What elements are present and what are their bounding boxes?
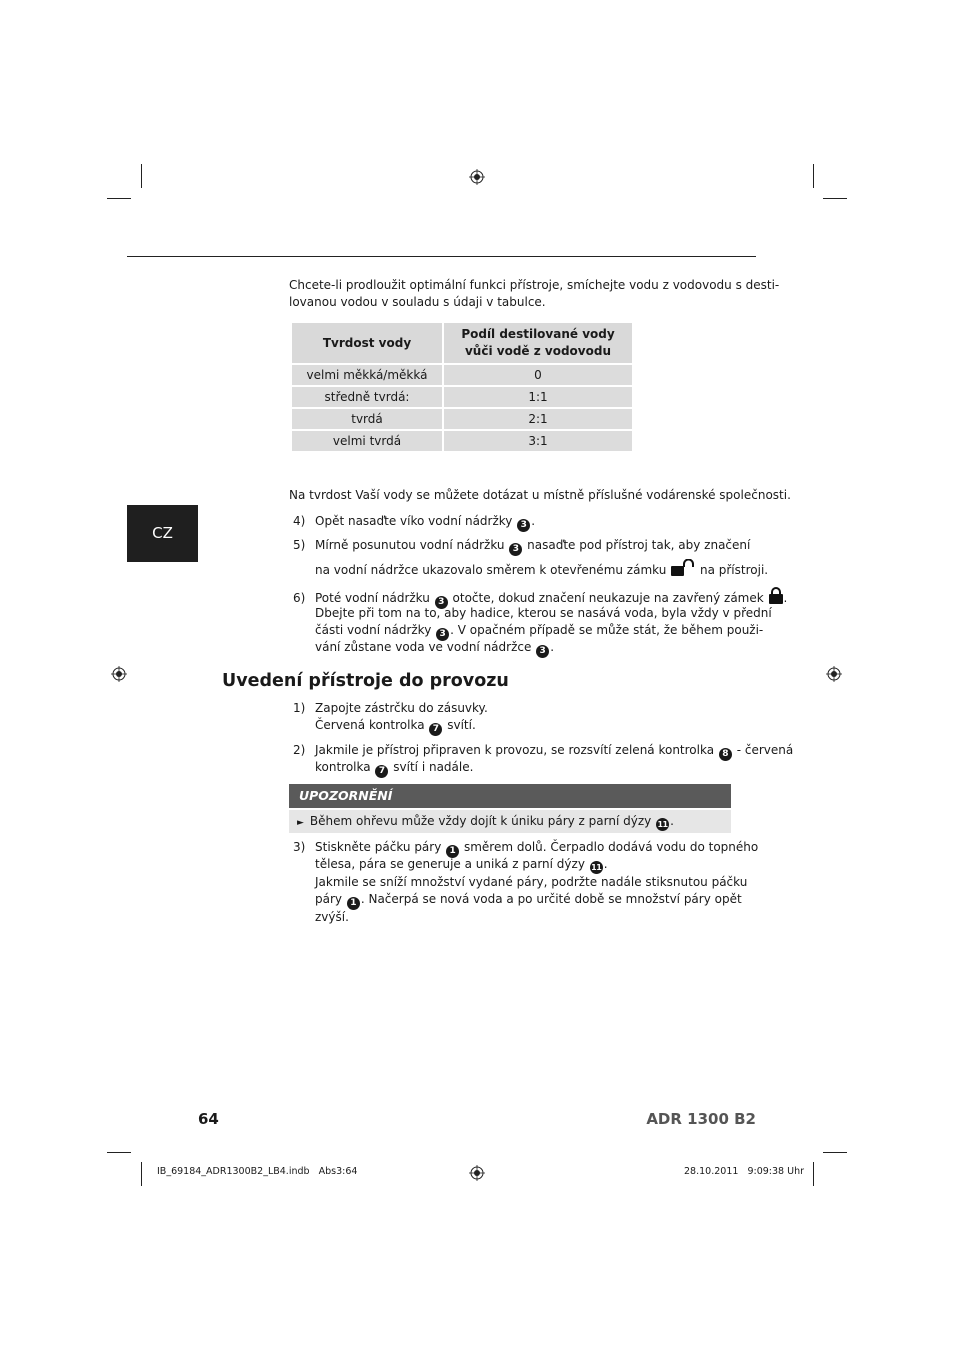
table-cell: 2:1 [444, 409, 632, 429]
table-row [292, 431, 632, 451]
startup-step-3-line: páry 1 . Načerpá se nová voda a po určité době se množství páry opět [315, 892, 742, 908]
part-number-badge: 1 [347, 897, 360, 910]
crop-mark [823, 1152, 847, 1153]
part-number-badge: 7 [375, 765, 388, 778]
startup-step-1-line: Červená kontrolka 7 svítí. [315, 718, 476, 734]
step-5: 5) Mírně posunutou vodní nádržku 3 nasaďte pod přístroj tak, aby značení [293, 538, 751, 554]
step-6-line: části vodní nádržky 3 . V opačném případě se může stát, že během použi- [315, 623, 764, 639]
part-number-badge: 3 [436, 628, 449, 641]
language-tab [127, 505, 198, 562]
table-header-cell: Tvrdost vody [292, 323, 442, 363]
table-cell: 3:1 [444, 431, 632, 451]
hardness-note: Na tvrdost Vaší vody se můžete dotázat u místně příslušné vodárenské společnosti. [289, 488, 791, 502]
startup-step-2-line: kontrolka 7 svítí i nadále. [315, 760, 474, 776]
language-tab-label: CZ [152, 524, 173, 542]
table-row [292, 387, 632, 407]
warning-header: UPOZORNĚNÍ [289, 784, 731, 808]
intro-line: lovanou vodou v souladu s údaji v tabulce. [289, 295, 546, 309]
table-cell: 0 [444, 365, 632, 385]
startup-step-3-line: Jakmile se sníží množství vydané páry, podržte nadále stiksnutou páčku [315, 875, 748, 889]
startup-step-1: 1) Zapojte zástrčku do zásuvky. [293, 701, 488, 715]
startup-step-2: 2) Jakmile je přístroj připraven k provozu, se rozsvítí zelená kontrolka 8 - červená [293, 743, 794, 759]
model-name: ADR 1300 B2 [646, 1110, 756, 1128]
registration-mark-icon [826, 666, 842, 682]
part-number-badge: 11 [591, 863, 602, 872]
water-hardness-table [290, 321, 634, 453]
step-4: 4) Opět nasaďte víko vodní nádržky 3 . [293, 514, 536, 530]
startup-step-3: 3) Stiskněte páčku páry 1 směrem dolů. Čerpadlo dodává vodu do topného [293, 840, 759, 856]
crop-mark [813, 1162, 814, 1186]
registration-mark-icon [469, 169, 485, 185]
closed-lock-icon [768, 587, 784, 605]
arrow-icon: ► [297, 818, 304, 828]
table-cell: 1:1 [444, 387, 632, 407]
warning-body: ► Během ohřevu může vždy dojít k úniku páry z parní dýzy 11 . [289, 810, 731, 833]
part-number-badge: 3 [509, 543, 522, 556]
crop-mark [107, 1152, 131, 1153]
table-header-cell: Podíl destilované vody vůči vodě z vodovodu [444, 323, 632, 363]
startup-step-3-line: tělesa, pára se generuje a uniká z parní dýzy 11 . [315, 857, 608, 872]
section-title: Uvedení přístroje do provozu [222, 671, 509, 691]
table-cell: středně tvrdá: [292, 387, 442, 407]
table-cell: tvrdá [292, 409, 442, 429]
open-lock-icon [670, 559, 696, 577]
page-number: 64 [198, 1110, 219, 1128]
part-number-badge: 3 [435, 596, 448, 609]
part-number-badge: 3 [517, 519, 530, 532]
print-date: 28.10.2011 9:09:38 Uhr [684, 1166, 804, 1177]
part-number-badge: 8 [719, 748, 732, 761]
table-cell: velmi tvrdá [292, 431, 442, 451]
part-number-badge: 1 [446, 845, 459, 858]
table-row [292, 409, 632, 429]
header-rule [127, 256, 756, 257]
step-6-line: vání zůstane voda ve vodní nádržce 3 . [315, 640, 555, 656]
registration-mark-icon [469, 1165, 485, 1181]
table-row [292, 365, 632, 385]
part-number-badge: 11 [657, 820, 668, 829]
step-6: 6) Poté vodní nádržku 3 otočte, dokud značení neukazuje na zavřený zámek . [293, 587, 787, 609]
part-number-badge: 3 [536, 645, 549, 658]
crop-mark [141, 164, 142, 188]
crop-mark [141, 1162, 142, 1186]
crop-mark [813, 164, 814, 188]
table-header-row [292, 323, 632, 363]
file-info: IB_69184_ADR1300B2_LB4.indb Abs3:64 [157, 1166, 358, 1177]
registration-mark-icon [111, 666, 127, 682]
step-6-line: Dbejte při tom na to, aby hadice, kterou se nasává voda, byla vždy v přední [315, 606, 772, 620]
crop-mark [107, 198, 131, 199]
part-number-badge: 7 [429, 723, 442, 736]
startup-step-3-line: zvýší. [315, 910, 349, 924]
crop-mark [823, 198, 847, 199]
intro-line: Chcete-li prodloužit optimální funkci přístroje, smíchejte vodu z vodovodu s desti- [289, 278, 780, 292]
step-5-line: na vodní nádržce ukazovalo směrem k otevřenému zámku na přístroji. [315, 559, 768, 580]
table-cell: velmi měkká/měkká [292, 365, 442, 385]
